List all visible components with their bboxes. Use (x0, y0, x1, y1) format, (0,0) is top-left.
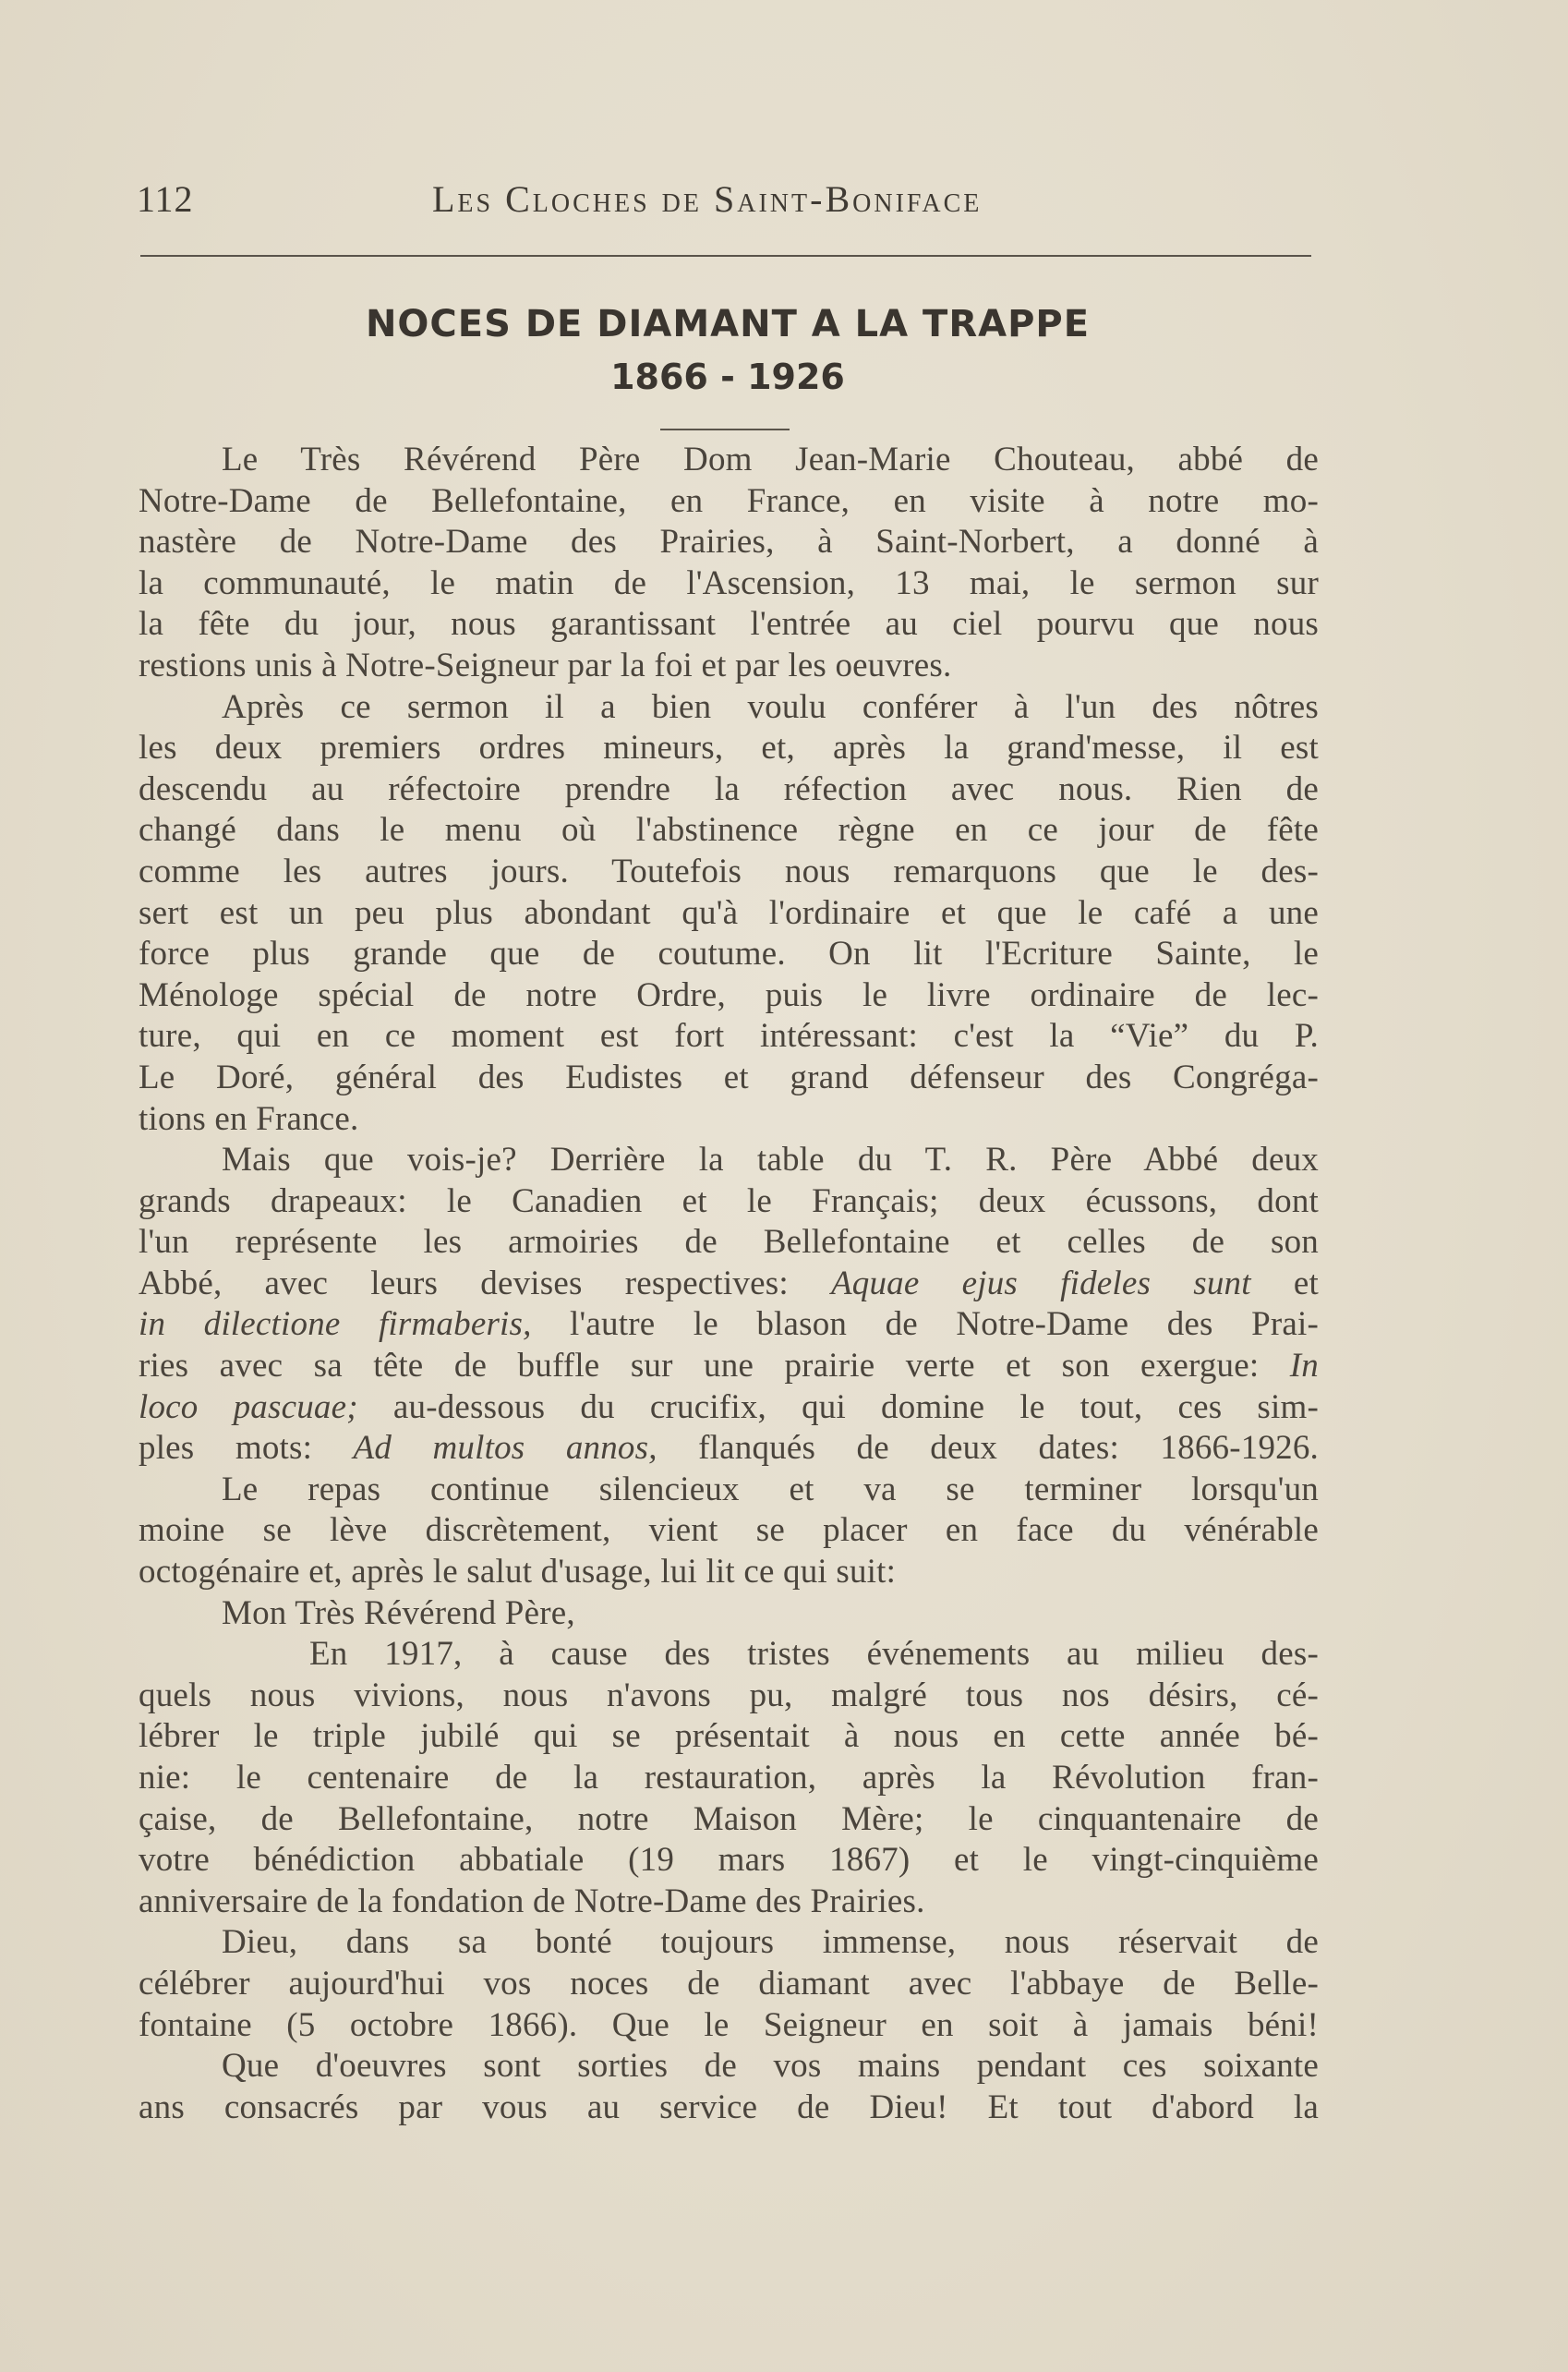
text-line: force plus grande que de coutume. On lit l'Ecriture Sainte, le (139, 935, 1319, 974)
text-line (139, 1428, 1319, 1470)
running-head (137, 177, 1319, 233)
text-line: Le Doré, général des Eudistes et grand défenseur des Congréga- (139, 1058, 1319, 1096)
text-segment: l'autre le blason de Notre-Dame des Prai- (570, 1305, 1319, 1344)
text-line: ture, qui en ce moment est fort intéressant: c'est la “Vie” du P. (139, 1017, 1319, 1056)
text-line: quels nous vivions, nous n'avons pu, malgré tous nos désirs, cé- (139, 1676, 1319, 1714)
text-segment: et (1293, 1264, 1319, 1302)
text-line (139, 1346, 1319, 1387)
text-line: descendu au réfectoire prendre la réfection avec nous. Rien de (139, 769, 1319, 808)
text-segment: ples mots: (139, 1429, 313, 1468)
motto-italic: loco pascuae; (139, 1387, 358, 1426)
text-line (139, 1387, 1319, 1429)
motto-italic: in dilectione firmaberis, (139, 1305, 532, 1344)
text-line: nastère de Notre-Dame des Prairies, à Saint-Norbert, a donné à (139, 523, 1319, 562)
text-segment: ries avec sa tête de buffle sur une prairie verte et son exergue: (139, 1347, 1260, 1386)
article-body (139, 440, 1319, 2128)
text-line: Mais que vois-je? Derrière la table du T. R. Père Abbé deux (222, 1141, 1319, 1180)
text-line: changé dans le menu où l'abstinence règne en ce jour de fête (139, 811, 1319, 850)
text-line: Après ce sermon il a bien voulu conférer à l'un des nôtres (222, 687, 1319, 726)
text-line: Que d'oeuvres sont sorties de vos mains pendant ces soixante (222, 2047, 1319, 2086)
page-number: 112 (137, 178, 194, 220)
journal-title: Les Cloches de Saint-Boniface (432, 178, 983, 220)
motto-italic: Aquae ejus fideles sunt (830, 1264, 1251, 1302)
article-dates: 1866 - 1926 (610, 357, 845, 397)
text-line: restions unis à Notre-Seigneur par la foi et par les oeuvres. (139, 646, 952, 684)
text-line: Mon Très Révérend Père, (222, 1593, 575, 1632)
title-rule (660, 429, 790, 430)
text-line: çaise, de Bellefontaine, notre Maison Mère; le cinquantenaire de (139, 1799, 1319, 1838)
text-segment: flanqués de deux dates: 1866-1926. (698, 1429, 1319, 1468)
motto-italic: In (1289, 1347, 1319, 1386)
text-line: tions en France. (139, 1099, 359, 1138)
text-line: lébrer le triple jubilé qui se présentait à nous en cette année bé- (139, 1717, 1319, 1756)
text-line: Le repas continue silencieux et va se terminer lorsqu'un (222, 1470, 1319, 1508)
text-line: sert est un peu plus abondant qu'à l'ordinaire et que le café a une (139, 893, 1319, 932)
text-line: En 1917, à cause des tristes événements au milieu des- (309, 1635, 1319, 1674)
text-line: votre bénédiction abbatiale (19 mars 1867) et le vingt-cinquième (139, 1841, 1319, 1880)
text-line: ans consacrés par vous au service de Dieu! Et tout d'abord la (139, 2088, 1319, 2126)
text-line: fontaine (5 octobre 1866). Que le Seigneur en soit à jamais béni! (139, 2005, 1319, 2044)
text-line: les deux premiers ordres mineurs, et, après la grand'messe, il est (139, 729, 1319, 768)
text-line: Notre-Dame de Bellefontaine, en France, en visite à notre mo- (139, 481, 1319, 520)
text-line: anniversaire de la fondation de Notre-Dame des Prairies. (139, 1882, 925, 1920)
text-line (139, 1264, 1319, 1305)
article-title: NOCES DE DIAMANT A LA TRAPPE (365, 303, 1091, 345)
text-line: nie: le centenaire de la restauration, après la Révolution fran- (139, 1759, 1319, 1797)
text-line: Ménologe spécial de notre Ordre, puis le livre ordinaire de lec- (139, 975, 1319, 1014)
motto-italic: Ad multos annos, (353, 1429, 657, 1468)
text-segment: au-dessous du crucifix, qui domine le tout, ces sim- (392, 1387, 1319, 1426)
text-line: Dieu, dans sa bonté toujours immense, nous réservait de (222, 1923, 1319, 1962)
text-line: l'un représente les armoiries de Bellefontaine et celles de son (139, 1223, 1319, 1262)
text-line: célébrer aujourd'hui vos noces de diamant avec l'abbaye de Belle- (139, 1964, 1319, 2003)
text-line: comme les autres jours. Toutefois nous remarquons que le des- (139, 852, 1319, 890)
header-rule (140, 255, 1311, 257)
text-line: la fête du jour, nous garantissant l'entrée au ciel pourvu que nous (139, 605, 1319, 644)
text-line: Le Très Révérend Père Dom Jean-Marie Chouteau, abbé de (222, 441, 1319, 478)
text-line (139, 1304, 1319, 1346)
text-line: octogénaire et, après le salut d'usage, lui lit ce qui suit: (139, 1553, 897, 1591)
text-segment: Abbé, avec leurs devises respectives: (139, 1264, 789, 1302)
text-line: grands drapeaux: le Canadien et le Français; deux écussons, dont (139, 1181, 1319, 1220)
text-line: la communauté, le matin de l'Ascension, 13 mai, le sermon sur (139, 563, 1319, 602)
text-line: moine se lève discrètement, vient se placer en face du vénérable (139, 1511, 1319, 1550)
